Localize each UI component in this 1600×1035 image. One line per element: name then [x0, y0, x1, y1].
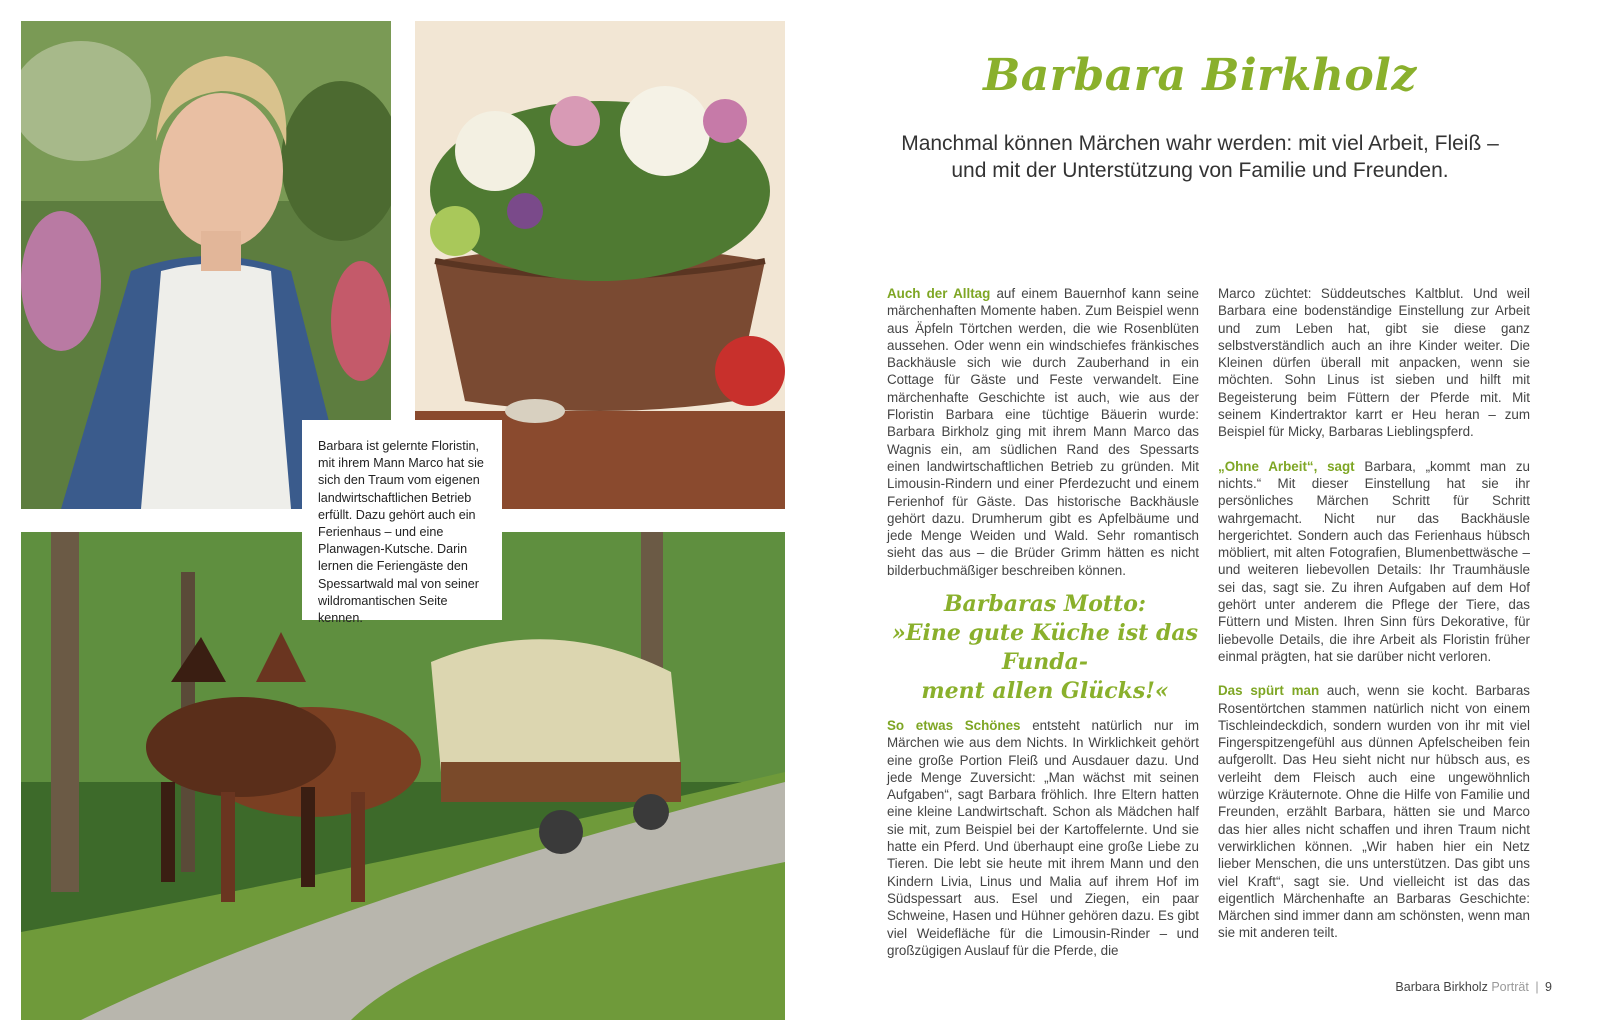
footer-section: Porträt	[1491, 980, 1529, 994]
paragraph-5	[1218, 682, 1530, 941]
footer-separator: |	[1535, 980, 1539, 994]
paragraph-4	[1218, 458, 1530, 666]
paragraph-lead: So etwas Schönes	[887, 718, 1021, 733]
paragraph-1	[887, 285, 1199, 579]
paragraph-3: Marco züchtet: Süddeutsches Kaltblut. Und weil Barbara eine bodenständige Einstellung zur Arbeit und zum Leben hat, gibt sie diese ganz selbstverständlich auch an ihre Kinder weiter. Die Kleinen dürfen überall mit anpacken, wenn sie möchten. Sohn Linus ist sieben und hilft mit Begeisterung beim Füttern der Pferde mit. Mit seinem Kindertraktor karrt er Heu heran – zum Beispiel für Micky, Barbaras Lieblingspferd.	[1218, 286, 1530, 440]
paragraph-lead: Auch der Alltag	[887, 286, 991, 301]
pull-quote-motto	[880, 590, 1210, 706]
text-column-1-bottom	[887, 717, 1199, 976]
subtitle-line-1: Manchmal können Märchen wahr werden: mit viel Arbeit, Fleiß –	[901, 132, 1499, 155]
footer-name: Barbara Birkholz	[1395, 980, 1488, 994]
paragraph-text: entsteht natürlich nur im Märchen wie aus dem Nichts. In Wirklichkeit gehört eine große Portion Fleiß und Ausdauer dazu. Und jede Menge Zuversicht: „Man wächst mit seinen Aufgaben“, sagt Barbara fröhlich. Ihre Eltern hatten eine kleine Landwirtschaft. Schon als Mädchen half sie mit, zum Beispiel bei der Kartoffelernte. Und sie hatte ein Pferd. Und überhaupt eine große Liebe zu Tieren. Die lebt sie heute mit ihrem Mann und den Kindern Livia, Linus und Malia auf ihrem Hof im Südspessart aus. Esel und Ziegen, ein paar Schweine, Hasen und Hühner gehören dazu. Es gibt viel Weidefläche für die Limousin-Rinder – und großzügigen Auslauf für die Pferde, die	[887, 718, 1199, 958]
article-title: Barbara Birkholz	[983, 50, 1417, 101]
subtitle-line-2: und mit der Unterstützung von Familie und Freunden.	[951, 159, 1449, 182]
paragraph-text: auch, wenn sie kocht. Barbaras Rosentörtchen stammen natürlich nicht von einem Tischleindeckdich, sondern wurden von ihr mit viel Fingerspitzengefühl aus dünnen Apfelscheiben fein aufgerollt. Das Heu sieht nicht nur hübsch aus, es verleiht dem Fleisch auch eine ungewöhnlich würzige Kräuternote. Ohne die Hilfe von Familie und Freunden, erzählt Barbara, hätten sie und Marco das hier alles nicht schaffen und ihren Traum nicht verwirklichen können. „Wir haben hier ein Netz lieber Menschen, die uns unterstützen. Das gibt uns viel Kraft“, sagt sie. Und vielleicht ist das das eigentlich Märchenhafte an Barbaras Geschichte: Märchen sind immer dann am schönsten, wenn man sie mit anderen teilt.	[1218, 683, 1530, 941]
paragraph-text: auf einem Bauernhof kann seine märchenhaften Momente haben. Zum Beispiel wenn aus Äpfeln Törtchen werden, die wie Rosenblüten aussehen. Oder wenn ein windschiefes fränkisches Backhäusle sich wie durch Zauberhand in ein Cottage für Gäste und Feste verwandelt. Eine märchenhafte Geschichte ist auch, wie aus der Floristin Barbara eine tüchtige Bäuerin wurde: Barbara Birkholz ging mit ihrem Mann Marco das Wagnis ein, am südlichen Rand des Spessarts einen landwirtschaftlichen Betrieb zu gründen. Mit Limousin-Rindern und einer Pferdezucht und einem Ferienhof für Gäste. Das historische Backhäusle gehört dazu. Drumherum gibt es Apfelbäume und jede Menge Weiden und Wald. Sehr romantisch sieht das aus – die Brüder Grimm hätten es nicht bilderbuchmäßiger beschreiben können.	[887, 286, 1199, 578]
motto-line-1: Barbaras Motto:	[943, 591, 1147, 617]
paragraph-lead: Das spürt man	[1218, 683, 1320, 699]
text-column-2	[1218, 285, 1530, 959]
paragraph-lead: „Ohne Arbeit“, sagt	[1218, 458, 1355, 474]
photo-caption: Barbara ist gelernte Floristin, mit ihrem Mann Marco hat sie sich den Traum vom eigenen landwirtschaftlichen Betrieb erfüllt. Dazu gehört auch ein Ferienhaus – und eine Planwagen-Kutsche. Darin lernen die Feriengäste den Spessartwald mal von seiner wildromantischen Seite kennen.	[302, 420, 502, 620]
page-footer	[1395, 980, 1552, 994]
motto-line-2: »Eine gute Küche ist das Funda-	[892, 620, 1198, 675]
text-column-1-top	[887, 285, 1199, 596]
paragraph-2	[887, 717, 1199, 959]
article-subtitle	[850, 130, 1550, 184]
paragraph-text: Barbara, „kommt man zu nichts.“ Mit dieser Einstellung hat sie ihr persönliches Märchen Schritt für Schritt wahrgemacht. Nicht nur das Backhäusle hergerichtet. Sondern auch das Ferienhaus hübsch möbliert, mit alten Fotografien, Blumenbettwäsche – und weiteren liebevollen Details: Ihr Traumhäusle sei das, sagt sie. Zu ihren Aufgaben auf dem Hof gehört unter anderem die Pflege der Tiere, das Füttern und Misten. Ihren Sinn fürs Dekorative, für liebevolle Details, die ihre Arbeit als Floristin früher einmal prägten, hat sie darüber nicht verloren.	[1218, 458, 1530, 664]
motto-line-3: ment allen Glücks!«	[921, 678, 1169, 704]
page-number: 9	[1545, 980, 1552, 994]
